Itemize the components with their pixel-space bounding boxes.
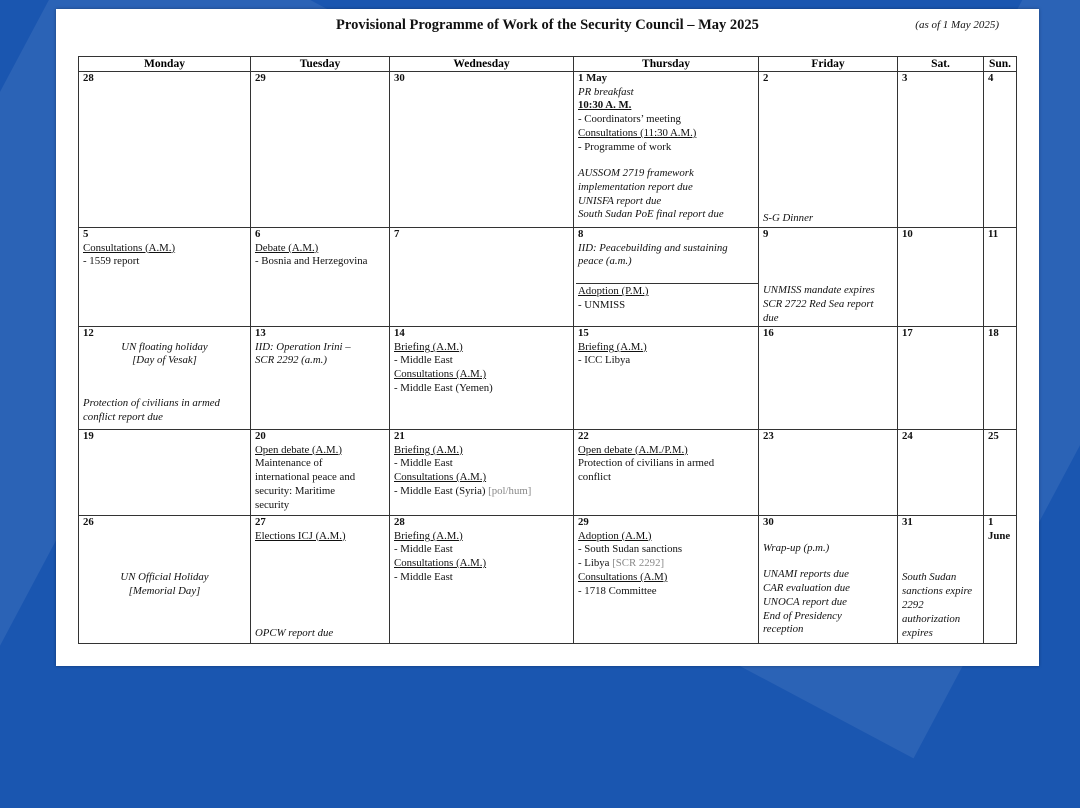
document-title: Provisional Programme of Work of the Security Council – May 2025 <box>336 17 759 33</box>
day-number: 18 <box>988 327 999 339</box>
header-row <box>79 57 1017 72</box>
event-text: peace (a.m.) <box>578 255 632 268</box>
event-text: Protection of civilians in armed <box>578 457 715 470</box>
report-text: South Sudan PoE final report due <box>578 208 724 221</box>
day-cell <box>390 516 574 644</box>
day-cell <box>390 327 574 430</box>
day-number: 26 <box>83 516 94 528</box>
day-cell <box>79 516 251 644</box>
report-text: implementation report due <box>578 180 693 193</box>
holiday-text: UN floating holiday <box>121 340 208 353</box>
report-text: AUSSOM 2719 framework <box>578 167 694 180</box>
header-saturday: Sat. <box>898 57 984 72</box>
day-cell <box>759 516 898 644</box>
day-cell <box>898 327 984 430</box>
day-number: 6 <box>255 228 261 240</box>
day-cell <box>984 516 1017 644</box>
holiday-text: [Memorial Day] <box>128 585 201 597</box>
event-heading: Consultations (A.M.) <box>394 557 487 570</box>
day-cell <box>574 228 759 327</box>
day-number: 9 <box>763 228 769 240</box>
event-text: IID: Peacebuilding and sustaining <box>578 241 728 254</box>
day-number: 13 <box>255 327 266 339</box>
event-heading: Briefing (A.M.) <box>394 529 463 542</box>
day-cell <box>251 516 390 644</box>
day-cell <box>251 430 390 516</box>
day-number: 23 <box>763 430 774 442</box>
day-number: 1 <box>988 516 994 528</box>
day-number: 27 <box>255 516 266 528</box>
day-number: 8 <box>578 228 584 240</box>
day-cell <box>251 228 390 327</box>
day-cell <box>79 228 251 327</box>
event-heading: Elections ICJ (A.M.) <box>255 529 346 542</box>
day-cell <box>574 72 759 228</box>
day-number: 15 <box>578 327 589 339</box>
report-text: sanctions expire <box>902 585 973 597</box>
event-text: - South Sudan sanctions <box>578 543 683 556</box>
event-text: conflict <box>578 471 611 484</box>
report-text: authorization <box>902 613 961 625</box>
day-cell <box>574 516 759 644</box>
event-text: PR breakfast <box>578 85 634 98</box>
header-thursday: Thursday <box>574 57 759 72</box>
day-number: 30 <box>763 516 774 528</box>
day-number: 16 <box>763 327 774 339</box>
event-text <box>390 485 573 499</box>
calendar-table <box>78 56 1017 644</box>
event-text: - Middle East <box>394 570 453 583</box>
day-cell <box>759 327 898 430</box>
day-cell <box>251 327 390 430</box>
month-label: June <box>988 529 1011 542</box>
day-cell <box>898 516 984 644</box>
event-heading: Adoption (A.M.) <box>578 529 652 542</box>
event-heading: 10:30 A. M. <box>578 99 632 112</box>
week-row <box>79 327 1017 430</box>
event-text-main: - Middle East (Syria) <box>394 484 486 497</box>
day-cell <box>984 72 1017 228</box>
holiday-text: UN Official Holiday <box>120 571 209 583</box>
as-of-date: (as of 1 May 2025) <box>915 19 999 31</box>
event-heading: Open debate (A.M.) <box>255 443 342 456</box>
day-number: 14 <box>394 327 405 339</box>
report-text: CAR evaluation due <box>763 582 850 595</box>
day-number: 20 <box>255 430 266 442</box>
day-cell <box>984 327 1017 430</box>
day-cell <box>79 72 251 228</box>
day-number: 1 May <box>578 72 608 84</box>
event-heading: Consultations (A.M.) <box>394 471 487 484</box>
header-wednesday: Wednesday <box>390 57 574 72</box>
week-row <box>79 516 1017 644</box>
day-cell <box>79 327 251 430</box>
event-text: international peace and <box>255 471 356 484</box>
event-text: - Middle East <box>394 543 453 556</box>
report-text: UNAMI reports due <box>763 568 849 581</box>
day-cell <box>759 72 898 228</box>
header-sunday: Sun. <box>984 57 1017 72</box>
day-cell <box>898 72 984 228</box>
day-cell <box>898 430 984 516</box>
document-page <box>56 9 1039 666</box>
day-cell <box>390 228 574 327</box>
event-text: reception <box>763 623 804 636</box>
day-cell <box>984 228 1017 327</box>
day-cell <box>390 430 574 516</box>
event-text: Wrap-up (p.m.) <box>763 541 830 554</box>
report-text: Protection of civilians in armed <box>83 397 220 409</box>
event-note: [pol/hum] <box>488 484 532 497</box>
day-cell <box>759 228 898 327</box>
day-number: 4 <box>988 72 994 84</box>
report-text: expires <box>902 627 933 639</box>
day-cell <box>898 228 984 327</box>
report-text: South Sudan <box>902 571 957 583</box>
report-text: OPCW report due <box>255 627 334 639</box>
event-heading: Briefing (A.M.) <box>394 340 463 353</box>
report-text: 2292 <box>902 599 924 611</box>
event-heading: Consultations (11:30 A.M.) <box>578 126 697 139</box>
report-text: UNOCA report due <box>763 595 847 608</box>
week-row <box>79 228 1017 327</box>
day-number: 17 <box>902 327 913 339</box>
event-text: security <box>255 498 290 511</box>
event-text: - Bosnia and Herzegovina <box>255 255 368 268</box>
holiday-text: [Day of Vesak] <box>132 354 197 367</box>
header-friday: Friday <box>759 57 898 72</box>
week-row <box>79 430 1017 516</box>
day-cell <box>79 430 251 516</box>
day-cell <box>759 430 898 516</box>
day-number: 24 <box>902 430 913 442</box>
report-text: conflict report due <box>83 411 163 423</box>
event-text: - Middle East <box>394 457 453 470</box>
header-monday: Monday <box>79 57 251 72</box>
event-text: - ICC Libya <box>578 354 631 367</box>
event-heading: Open debate (A.M./P.M.) <box>578 443 688 456</box>
day-number: 3 <box>902 72 908 84</box>
event-text: IID: Operation Irini – <box>255 340 351 353</box>
day-number: 7 <box>394 228 400 240</box>
report-text: SCR 2722 Red Sea report <box>763 298 874 310</box>
event-heading: Briefing (A.M.) <box>394 443 463 456</box>
event-text: Maintenance of <box>255 457 323 470</box>
event-text: security: Maritime <box>255 484 336 497</box>
event-heading: Adoption (P.M.) <box>578 285 649 297</box>
day-number: 22 <box>578 430 589 442</box>
event-heading: Consultations (A.M) <box>578 570 668 583</box>
report-text: due <box>763 312 779 324</box>
event-heading: Briefing (A.M.) <box>578 340 647 353</box>
day-number: 19 <box>83 430 94 442</box>
header-tuesday: Tuesday <box>251 57 390 72</box>
day-number: 10 <box>902 228 913 240</box>
day-number: 29 <box>255 72 266 84</box>
event-heading: Debate (A.M.) <box>255 241 319 254</box>
day-cell <box>574 327 759 430</box>
day-number: 21 <box>394 430 405 442</box>
day-number: 5 <box>83 228 89 240</box>
day-cell <box>251 72 390 228</box>
day-number: 31 <box>902 516 913 528</box>
event-note: [SCR 2292] <box>612 557 665 570</box>
event-text: - 1559 report <box>83 255 140 268</box>
day-number: 2 <box>763 72 769 84</box>
event-text: - UNMISS <box>578 299 626 311</box>
day-number: 29 <box>578 516 589 528</box>
event-text: S-G Dinner <box>763 212 814 224</box>
event-text: - 1718 Committee <box>578 584 657 597</box>
event-text: UNMISS mandate expires <box>763 284 875 296</box>
day-cell <box>390 72 574 228</box>
report-text: UNISFA report due <box>578 194 662 207</box>
event-text <box>574 557 758 571</box>
event-text: - Programme of work <box>578 140 672 153</box>
divider <box>576 283 758 284</box>
day-cell <box>574 430 759 516</box>
event-text: - Coordinators’ meeting <box>578 113 681 126</box>
day-number: 11 <box>988 228 999 240</box>
event-text: End of Presidency <box>763 609 842 622</box>
event-heading: Consultations (A.M.) <box>394 368 487 381</box>
day-number: 28 <box>83 72 94 84</box>
day-number: 28 <box>394 516 405 528</box>
week-row <box>79 72 1017 228</box>
event-heading: Consultations (A.M.) <box>83 241 176 254</box>
event-text: - Middle East (Yemen) <box>394 381 493 394</box>
day-number: 25 <box>988 430 999 442</box>
day-cell <box>984 430 1017 516</box>
day-number: 30 <box>394 72 405 84</box>
event-text: SCR 2292 (a.m.) <box>255 354 327 367</box>
day-number: 12 <box>83 327 94 339</box>
event-text: - Middle East <box>394 354 453 367</box>
event-text-main: - Libya <box>578 557 610 570</box>
